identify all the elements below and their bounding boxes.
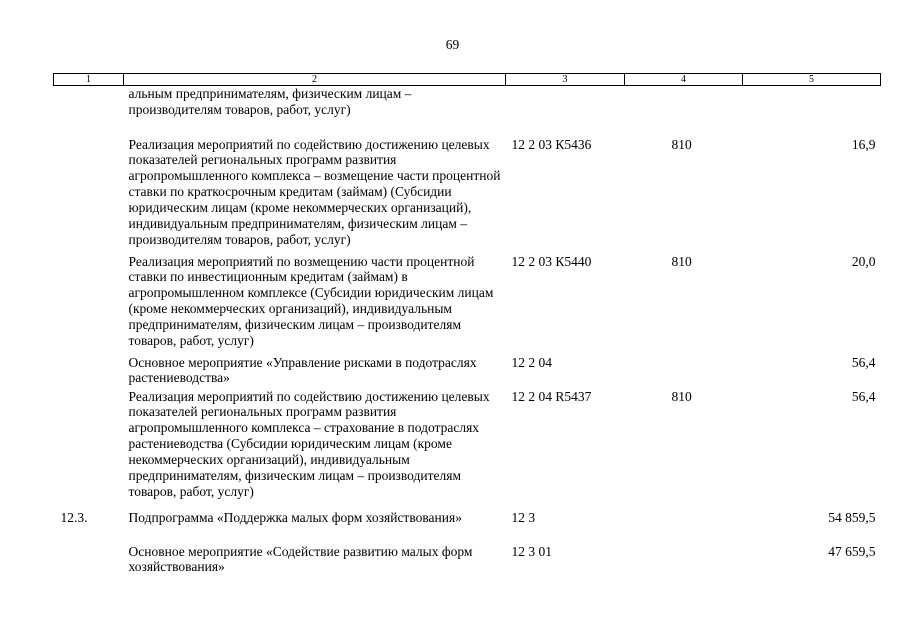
amount: 16,9 bbox=[851, 136, 876, 152]
target-code: 12 2 04 R5437 bbox=[511, 388, 592, 404]
expense-type bbox=[625, 510, 743, 544]
table-row bbox=[54, 355, 881, 389]
amount: 20,0 bbox=[851, 253, 876, 269]
amount: 56,4 bbox=[851, 354, 876, 370]
table-row bbox=[54, 510, 881, 544]
target-code: 12 3 01 bbox=[511, 543, 552, 559]
expense-type: 810 bbox=[671, 253, 692, 269]
item-name: Основное мероприятие «Управление рисками в подотраслях растениеводства» bbox=[128, 354, 477, 386]
target-code: 12 2 03 К5440 bbox=[511, 253, 592, 269]
target-code bbox=[506, 86, 625, 137]
target-code: 12 2 04 bbox=[511, 354, 552, 370]
page-number: 69 bbox=[445, 37, 460, 52]
table-row bbox=[54, 86, 881, 137]
budget-table bbox=[53, 73, 881, 578]
target-code: 12 3 bbox=[511, 509, 536, 525]
column-number: 3 bbox=[506, 74, 625, 86]
row-number bbox=[54, 389, 124, 510]
expense-type: 810 bbox=[671, 136, 692, 152]
table-row bbox=[54, 254, 881, 355]
table-row bbox=[54, 137, 881, 254]
row-number bbox=[54, 544, 124, 578]
amount: 56,4 bbox=[851, 388, 876, 404]
table-row bbox=[54, 389, 881, 510]
target-code: 12 2 03 К5436 bbox=[511, 136, 592, 152]
column-number: 5 bbox=[743, 74, 881, 86]
row-number bbox=[54, 86, 124, 137]
row-number bbox=[54, 355, 124, 389]
column-number: 2 bbox=[124, 74, 506, 86]
row-number bbox=[54, 254, 124, 355]
item-name: Реализация мероприятий по содействию достижению целевых показателей региональных программ развития агропромышленного комплекса – страхование в подотраслях растениеводства (Субсидии юридическим лицам (кроме некоммерческих организаций), индивидуальным предпринимателям, физическим лицам – производителям товаров, работ, услуг) bbox=[128, 388, 490, 499]
item-name: Подпрограмма «Поддержка малых форм хозяйствования» bbox=[128, 509, 462, 525]
amount: 47 659,5 bbox=[828, 543, 876, 559]
expense-type bbox=[625, 355, 743, 389]
item-name: альным предпринимателям, физическим лицам – производителям товаров, работ, услуг) bbox=[128, 86, 412, 117]
item-name: Реализация мероприятий по содействию достижению целевых показателей региональных программ развития агропромышленного комплекса – возмещение части процентной ставки по краткосрочным кредитам (займам) (Субсидии юридическим лицам (кроме некоммерческих организаций), индивидуальным предпринимателям, физическим лицам – производителям товаров, работ, услуг) bbox=[128, 136, 501, 247]
column-number-row bbox=[54, 74, 881, 86]
row-number bbox=[54, 137, 124, 254]
expense-type: 810 bbox=[671, 388, 692, 404]
expense-type bbox=[625, 544, 743, 578]
column-number: 4 bbox=[625, 74, 743, 86]
row-number: 12.3. bbox=[60, 509, 88, 525]
expense-type bbox=[625, 86, 743, 137]
item-name: Реализация мероприятий по возмещению части процентной ставки по инвестиционным кредитам (займам) в агропромышленном комплексе (Субсидии юридическим лицам (кроме некоммерческих организаций), индивидуальным предпринимателям, физическим лицам – производителям товаров, работ, услуг) bbox=[128, 253, 494, 349]
item-name: Основное мероприятие «Содействие развитию малых форм хозяйствования» bbox=[128, 543, 473, 575]
column-number: 1 bbox=[54, 74, 124, 86]
table-row bbox=[54, 544, 881, 578]
amount: 54 859,5 bbox=[828, 509, 876, 525]
amount bbox=[743, 86, 881, 137]
